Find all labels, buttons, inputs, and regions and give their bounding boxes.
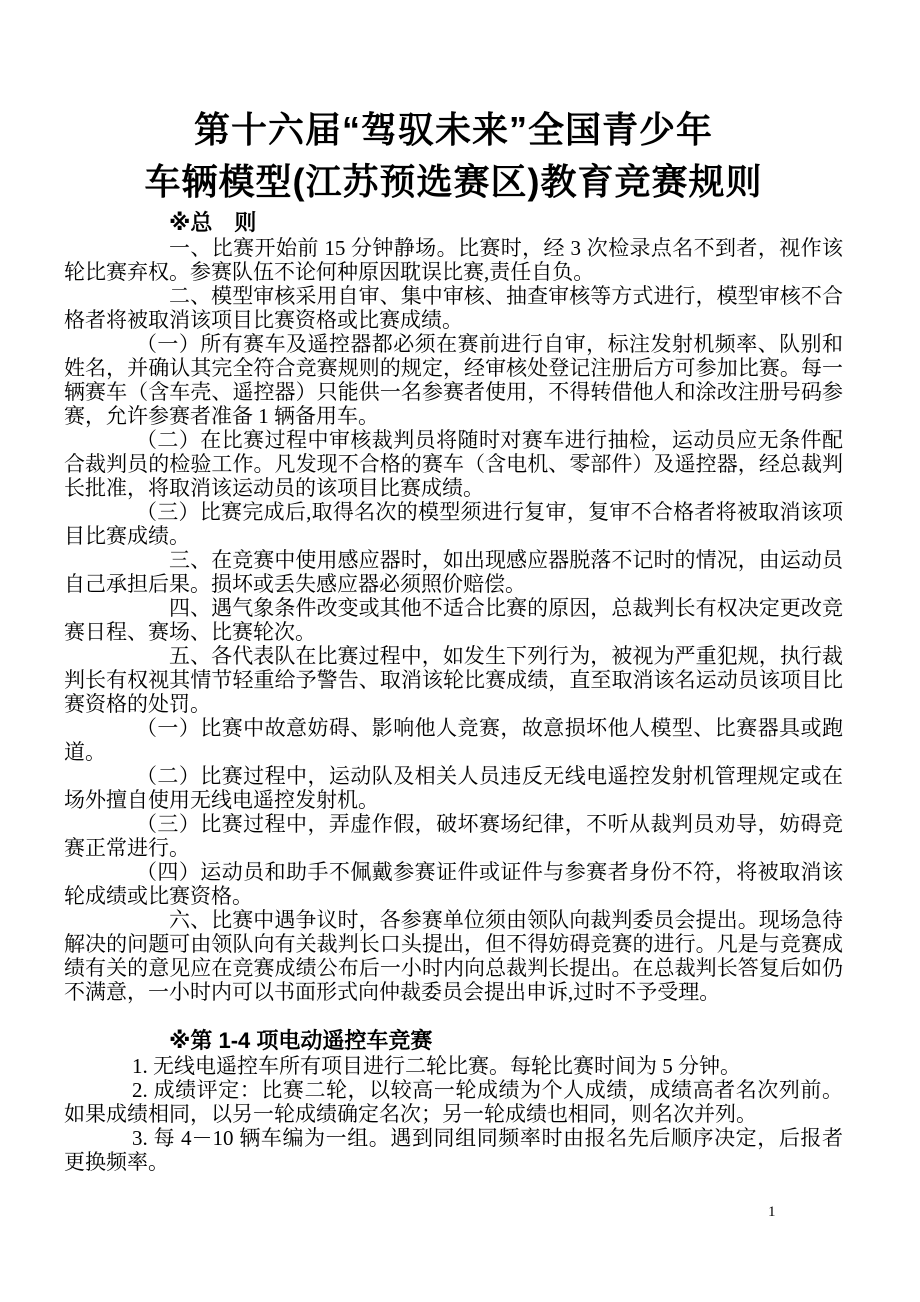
paragraph-rule-2: 二、模型审核采用自审、集中审核、抽查审核等方式进行，模型审核不合格者将被取消该项目比赛资格或比赛成绩。	[64, 284, 843, 332]
paragraph-rule-5-sub-4: （四）运动员和助手不佩戴参赛证件或证件与参赛者身份不符，将被取消该轮成绩或比赛资格。	[64, 860, 843, 908]
paragraph-rule-5: 五、各代表队在比赛过程中，如发生下列行为，被视为严重犯规，执行裁判长有权视其情节轻重给予警告、取消该轮比赛成绩，直至取消该名运动员该项目比赛资格的处罚。	[64, 644, 843, 716]
document-title-line-2: 车辆模型(江苏预选赛区)教育竞赛规则	[144, 161, 763, 202]
section-heading-general-rules: ※总 则	[169, 210, 257, 235]
paragraph-rc-item-1: 1. 无线电遥控车所有项目进行二轮比赛。每轮比赛时间为 5 分钟。	[132, 1054, 741, 1078]
paragraph-rule-2-sub-1: （一）所有赛车及遥控器都必须在赛前进行自审，标注发射机频率、队别和姓名，并确认其完全符合竞赛规则的规定，经审核处登记注册后方可参加比赛。每一辆赛车（含车壳、遥控器）只能供一名参赛者使用，不得转借他人和涂改注册号码参赛，允许参赛者准备 1 辆备用车。	[64, 332, 843, 428]
paragraph-rule-6: 六、比赛中遇争议时，各参赛单位须由领队向裁判委员会提出。现场急待解决的问题可由领队向有关裁判长口头提出，但不得妨碍竞赛的进行。凡是与竞赛成绩有关的意见应在竞赛成绩公布后一小时内向总裁判长提出。在总裁判长答复后如仍不满意，一小时内可以书面形式向仲裁委员会提出申诉,过时不予受理。	[64, 908, 843, 1004]
paragraph-rule-1: 一、比赛开始前 15 分钟静场。比赛时，经 3 次检录点名不到者，视作该轮比赛弃权。参赛队伍不论何种原因耽误比赛,责任自负。	[64, 236, 843, 284]
paragraph-rule-4: 四、遇气象条件改变或其他不适合比赛的原因，总裁判长有权决定更改竞赛日程、赛场、比赛轮次。	[64, 596, 843, 644]
paragraph-rule-5-sub-2: （二）比赛过程中，运动队及相关人员违反无线电遥控发射机管理规定或在场外擅自使用无线电遥控发射机。	[64, 764, 843, 812]
paragraph-rc-item-3: 3. 每 4－10 辆车编为一组。遇到同组同频率时由报名先后顺序决定，后报者更换频率。	[64, 1126, 843, 1174]
paragraph-rule-3: 三、在竞赛中使用感应器时，如出现感应器脱落不记时的情况，由运动员自己承担后果。损坏或丢失感应器必须照价赔偿。	[64, 548, 843, 596]
section-heading-electric-rc-car: ※第 1-4 项电动遥控车竞赛	[169, 1028, 433, 1053]
paragraph-rule-5-sub-1: （一）比赛中故意妨碍、影响他人竞赛，故意损坏他人模型、比赛器具或跑道。	[64, 716, 843, 764]
document-title-line-1: 第十六届“驾驭未来”全国青少年	[193, 109, 713, 150]
document-title	[64, 104, 843, 208]
paragraph-rule-5-sub-3: （三）比赛过程中，弄虚作假，破坏赛场纪律，不听从裁判员劝导，妨碍竞赛正常进行。	[64, 812, 843, 860]
paragraph-rule-2-sub-2: （二）在比赛过程中审核裁判员将随时对赛车进行抽检，运动员应无条件配合裁判员的检验工作。凡发现不合格的赛车（含电机、零部件）及遥控器，经总裁判长批准，将取消该运动员的该项目比赛成绩。	[64, 428, 843, 500]
paragraph-rule-2-sub-3: （三）比赛完成后,取得名次的模型须进行复审，复审不合格者将被取消该项目比赛成绩。	[64, 500, 843, 548]
page-number: 1	[768, 1204, 776, 1220]
paragraph-rc-item-2: 2. 成绩评定：比赛二轮，以较高一轮成绩为个人成绩，成绩高者名次列前。如果成绩相同，以另一轮成绩确定名次；另一轮成绩也相同，则名次并列。	[64, 1078, 843, 1126]
